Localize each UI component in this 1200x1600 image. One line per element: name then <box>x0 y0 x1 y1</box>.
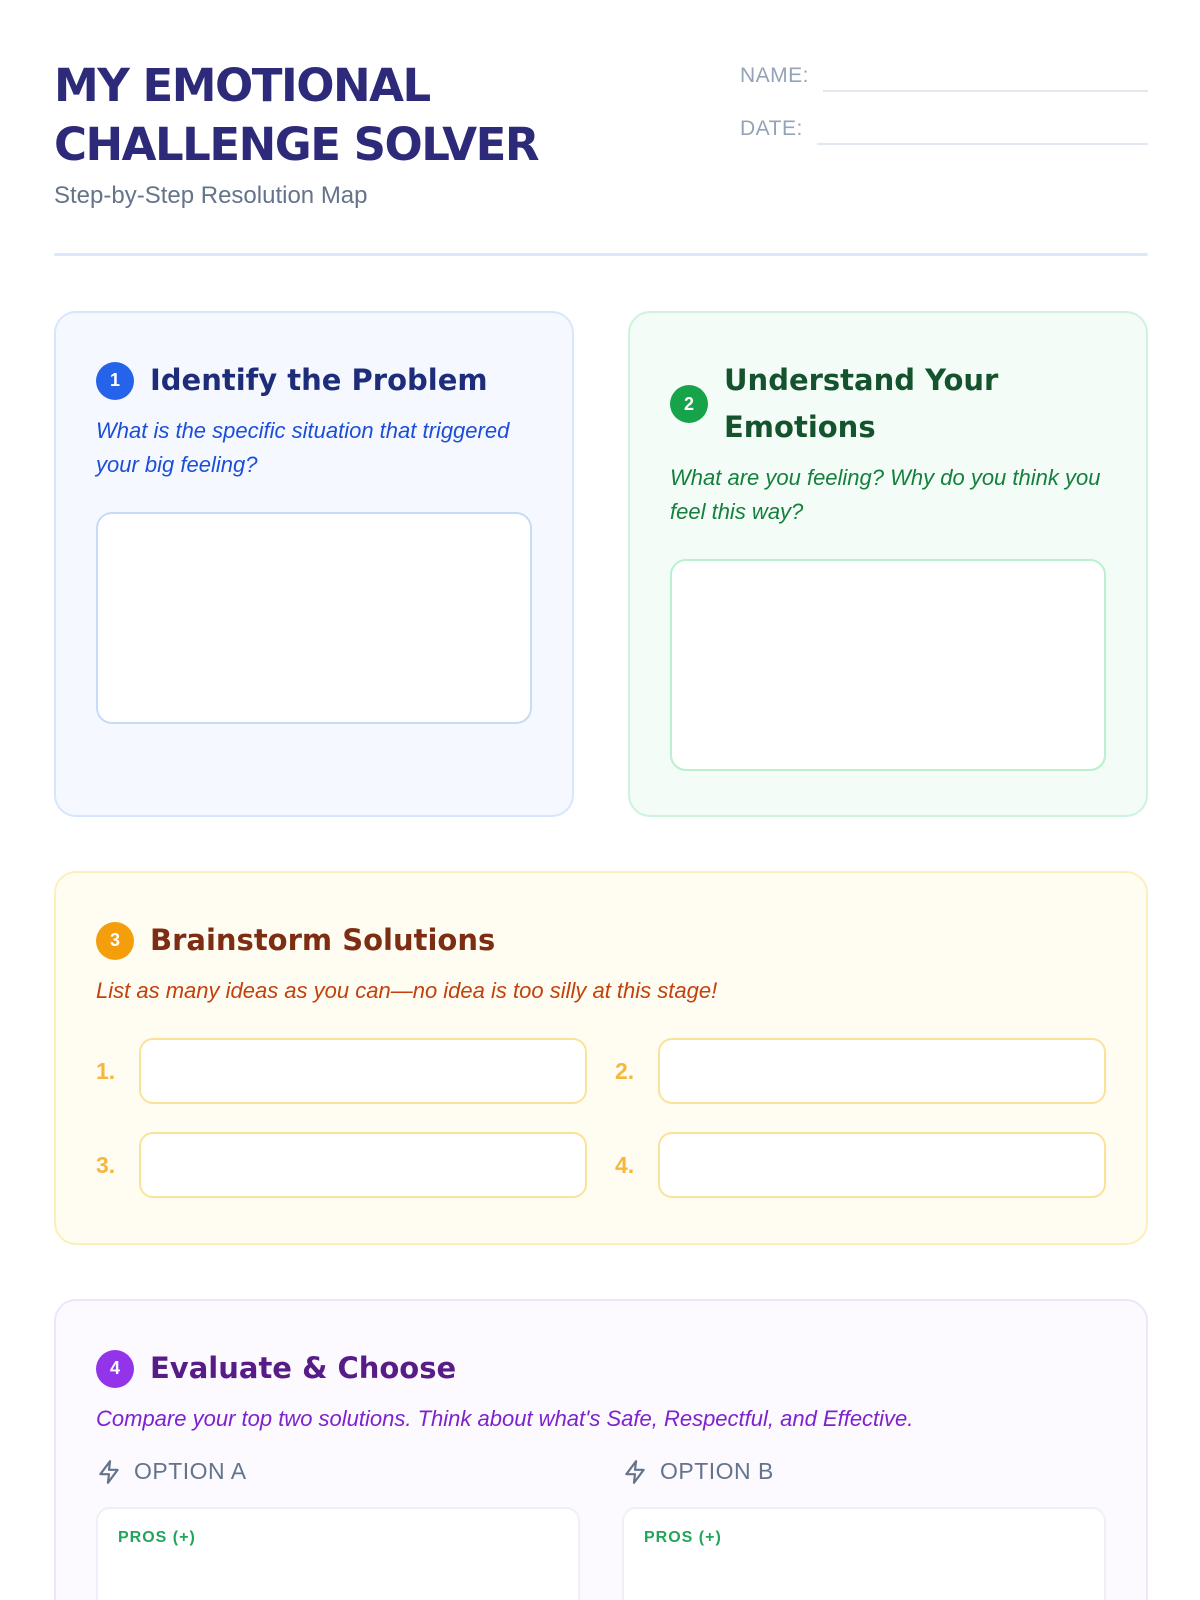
page-subtitle: Step-by-Step Resolution Map <box>54 182 368 209</box>
option-b-label: OPTION B <box>660 1458 774 1484</box>
idea-input[interactable] <box>658 1038 1106 1104</box>
option-a-pros-box[interactable] <box>96 1507 580 1600</box>
step-prompt: What is the specific situation that triggered your big feeling? <box>96 418 510 477</box>
step-understand-emotions <box>628 311 1148 817</box>
step-number-badge: 1 <box>96 362 134 400</box>
idea-number: 2. <box>615 1057 635 1084</box>
option-b-pros-box[interactable] <box>622 1507 1106 1600</box>
option-a <box>96 1458 580 1600</box>
step-title: Brainstorm Solutions <box>150 923 496 957</box>
date-row <box>740 109 1148 145</box>
idea-item <box>96 1038 587 1104</box>
option-b-header <box>622 1458 1106 1485</box>
lightning-icon <box>96 1459 122 1485</box>
step-header <box>96 357 532 404</box>
step-header <box>96 1345 1106 1392</box>
step-title: Evaluate & Choose <box>150 1351 457 1385</box>
step-identify-problem <box>54 311 574 817</box>
step-title: Understand Your Emotions <box>724 363 999 444</box>
step-header <box>96 917 1106 964</box>
header-divider <box>54 253 1148 256</box>
name-label: NAME: <box>740 64 810 87</box>
idea-item <box>615 1132 1106 1198</box>
step-header <box>670 357 1106 451</box>
step-title: Identify the Problem <box>150 363 488 397</box>
idea-input[interactable] <box>139 1038 587 1104</box>
idea-number: 3. <box>96 1151 116 1178</box>
page-title: MY EMOTIONAL CHALLENGE SOLVER <box>54 59 538 171</box>
step-prompt: List as many ideas as you can—no idea is too silly at this stage! <box>96 978 718 1003</box>
step-evaluate-choose <box>54 1299 1148 1600</box>
name-field[interactable] <box>823 56 1148 92</box>
date-label: DATE: <box>740 117 803 140</box>
step-number-badge: 2 <box>670 385 708 423</box>
emotions-answer-box[interactable] <box>670 559 1106 771</box>
lightning-icon <box>622 1459 648 1485</box>
step-prompt: Compare your top two solutions. Think about what's Safe, Respectful, and Effective. <box>96 1406 914 1431</box>
idea-input[interactable] <box>139 1132 587 1198</box>
options-grid <box>96 1458 1106 1600</box>
step-prompt: What are you feeling? Why do you think you feel this way? <box>670 465 1101 524</box>
option-a-header <box>96 1458 580 1485</box>
pros-label: PROS (+) <box>644 1529 722 1546</box>
idea-number: 4. <box>615 1151 635 1178</box>
name-date-fields <box>740 56 1148 162</box>
date-field[interactable] <box>817 109 1148 145</box>
idea-input[interactable] <box>658 1132 1106 1198</box>
option-a-label: OPTION A <box>134 1458 247 1484</box>
worksheet-header <box>54 56 1148 256</box>
idea-number: 1. <box>96 1057 116 1084</box>
option-b <box>622 1458 1106 1600</box>
step-number-badge: 3 <box>96 922 134 960</box>
pros-label: PROS (+) <box>118 1529 196 1546</box>
idea-grid <box>96 1038 1106 1198</box>
problem-answer-box[interactable] <box>96 512 532 724</box>
step-brainstorm-solutions <box>54 871 1148 1245</box>
step-number-badge: 4 <box>96 1350 134 1388</box>
name-row <box>740 56 1148 92</box>
idea-item <box>96 1132 587 1198</box>
idea-item <box>615 1038 1106 1104</box>
